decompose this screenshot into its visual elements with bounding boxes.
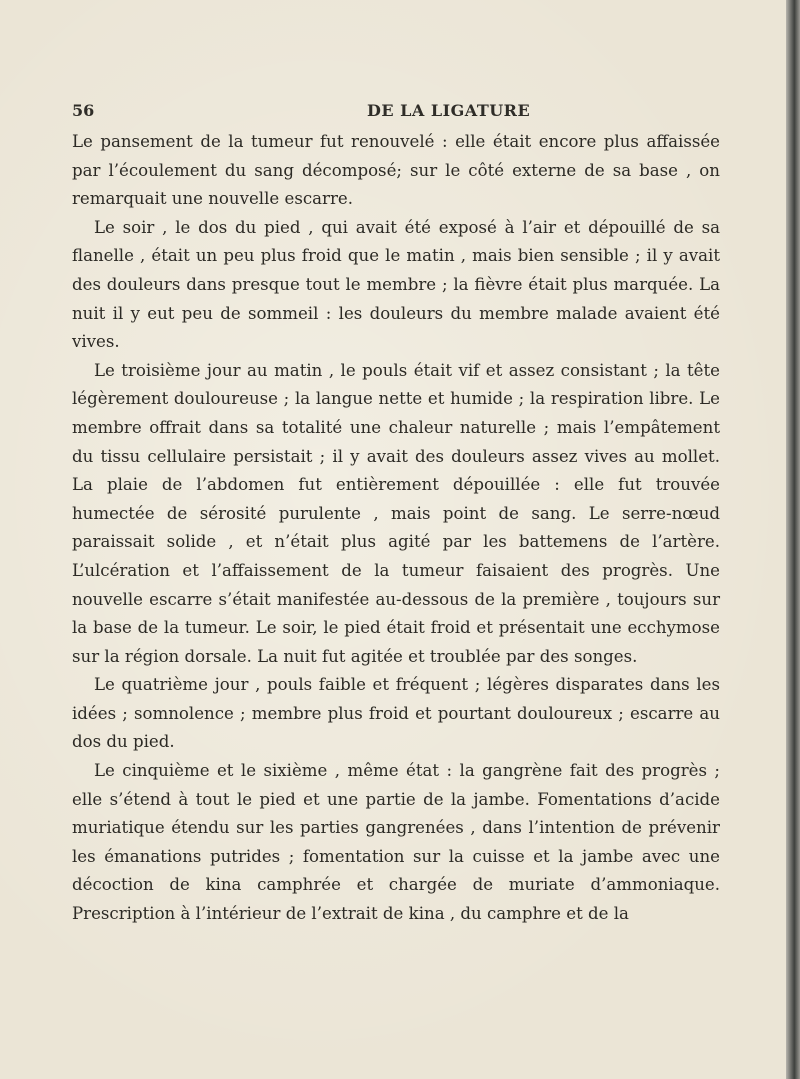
paragraph: Le pansement de la tumeur fut renouvelé : elle était encore plus affaissée par l’écoulement du sang décomposé; sur le côté externe de sa base , on remarquait une nouvelle escarre. [72, 132, 720, 209]
paragraph: Le quatrième jour , pouls faible et fréquent ; légères disparates dans les idées ; somnolence ; membre plus froid et pourtant douloureux ; escarre au dos du pied. [72, 675, 720, 752]
running-head: DE LA LIGATURE [367, 101, 531, 120]
paragraph: Le troisième jour au matin , le pouls était vif et assez consistant ; la tête légèrement douloureuse ; la langue nette et humide ; la respiration libre. Le membre offrait dans sa totalité une chaleur naturelle ; mais l’empâtement du tissu cellulaire persistait ; il y avait des douleurs assez vives au mollet. La plaie de l’abdomen fut entièrement dépouillée : elle fut trouvée humectée de sérosité purulente , mais point de sang. Le serre-nœud paraissait solide , et n’était plus agité par les battemens de l’artère. L’ulcération et l’affaissement de la tumeur faisaient des progrès. Une nouvelle escarre s’était manifestée au-dessous de la première , toujours sur la base de la tumeur. Le soir, le pied était froid et présentait une ecchymose sur la région dorsale. La nuit fut agitée et troublée par des songes. [72, 360, 720, 666]
page-edge-shadow [786, 0, 800, 1079]
page-number: 56 [72, 101, 95, 120]
page-header [72, 101, 722, 125]
paragraph: Le soir , le dos du pied , qui avait été exposé à l’air et dépouillé de sa flanelle , était un peu plus froid que le matin , mais bien sensible ; il y avait des douleurs dans presque tout le membre ; la fièvre était plus marquée. La nuit il y eut peu de sommeil : les douleurs du membre malade avaient été vives. [72, 217, 720, 352]
paragraph: Le cinquième et le sixième , même état : la gangrène fait des progrès ; elle s’étend à tout le pied et une partie de la jambe. Fomentations d’acide muriatique étendu sur les parties gangrenées , dans l’intention de prévenir les émanations putrides ; fomentation sur la cuisse et la jambe avec une décoction de kina camphrée et chargée de muriate d’ammoniaque. Prescription à l’intérieur de l’extrait de kina , du camphre et de la [72, 761, 720, 924]
body-text [72, 128, 720, 929]
